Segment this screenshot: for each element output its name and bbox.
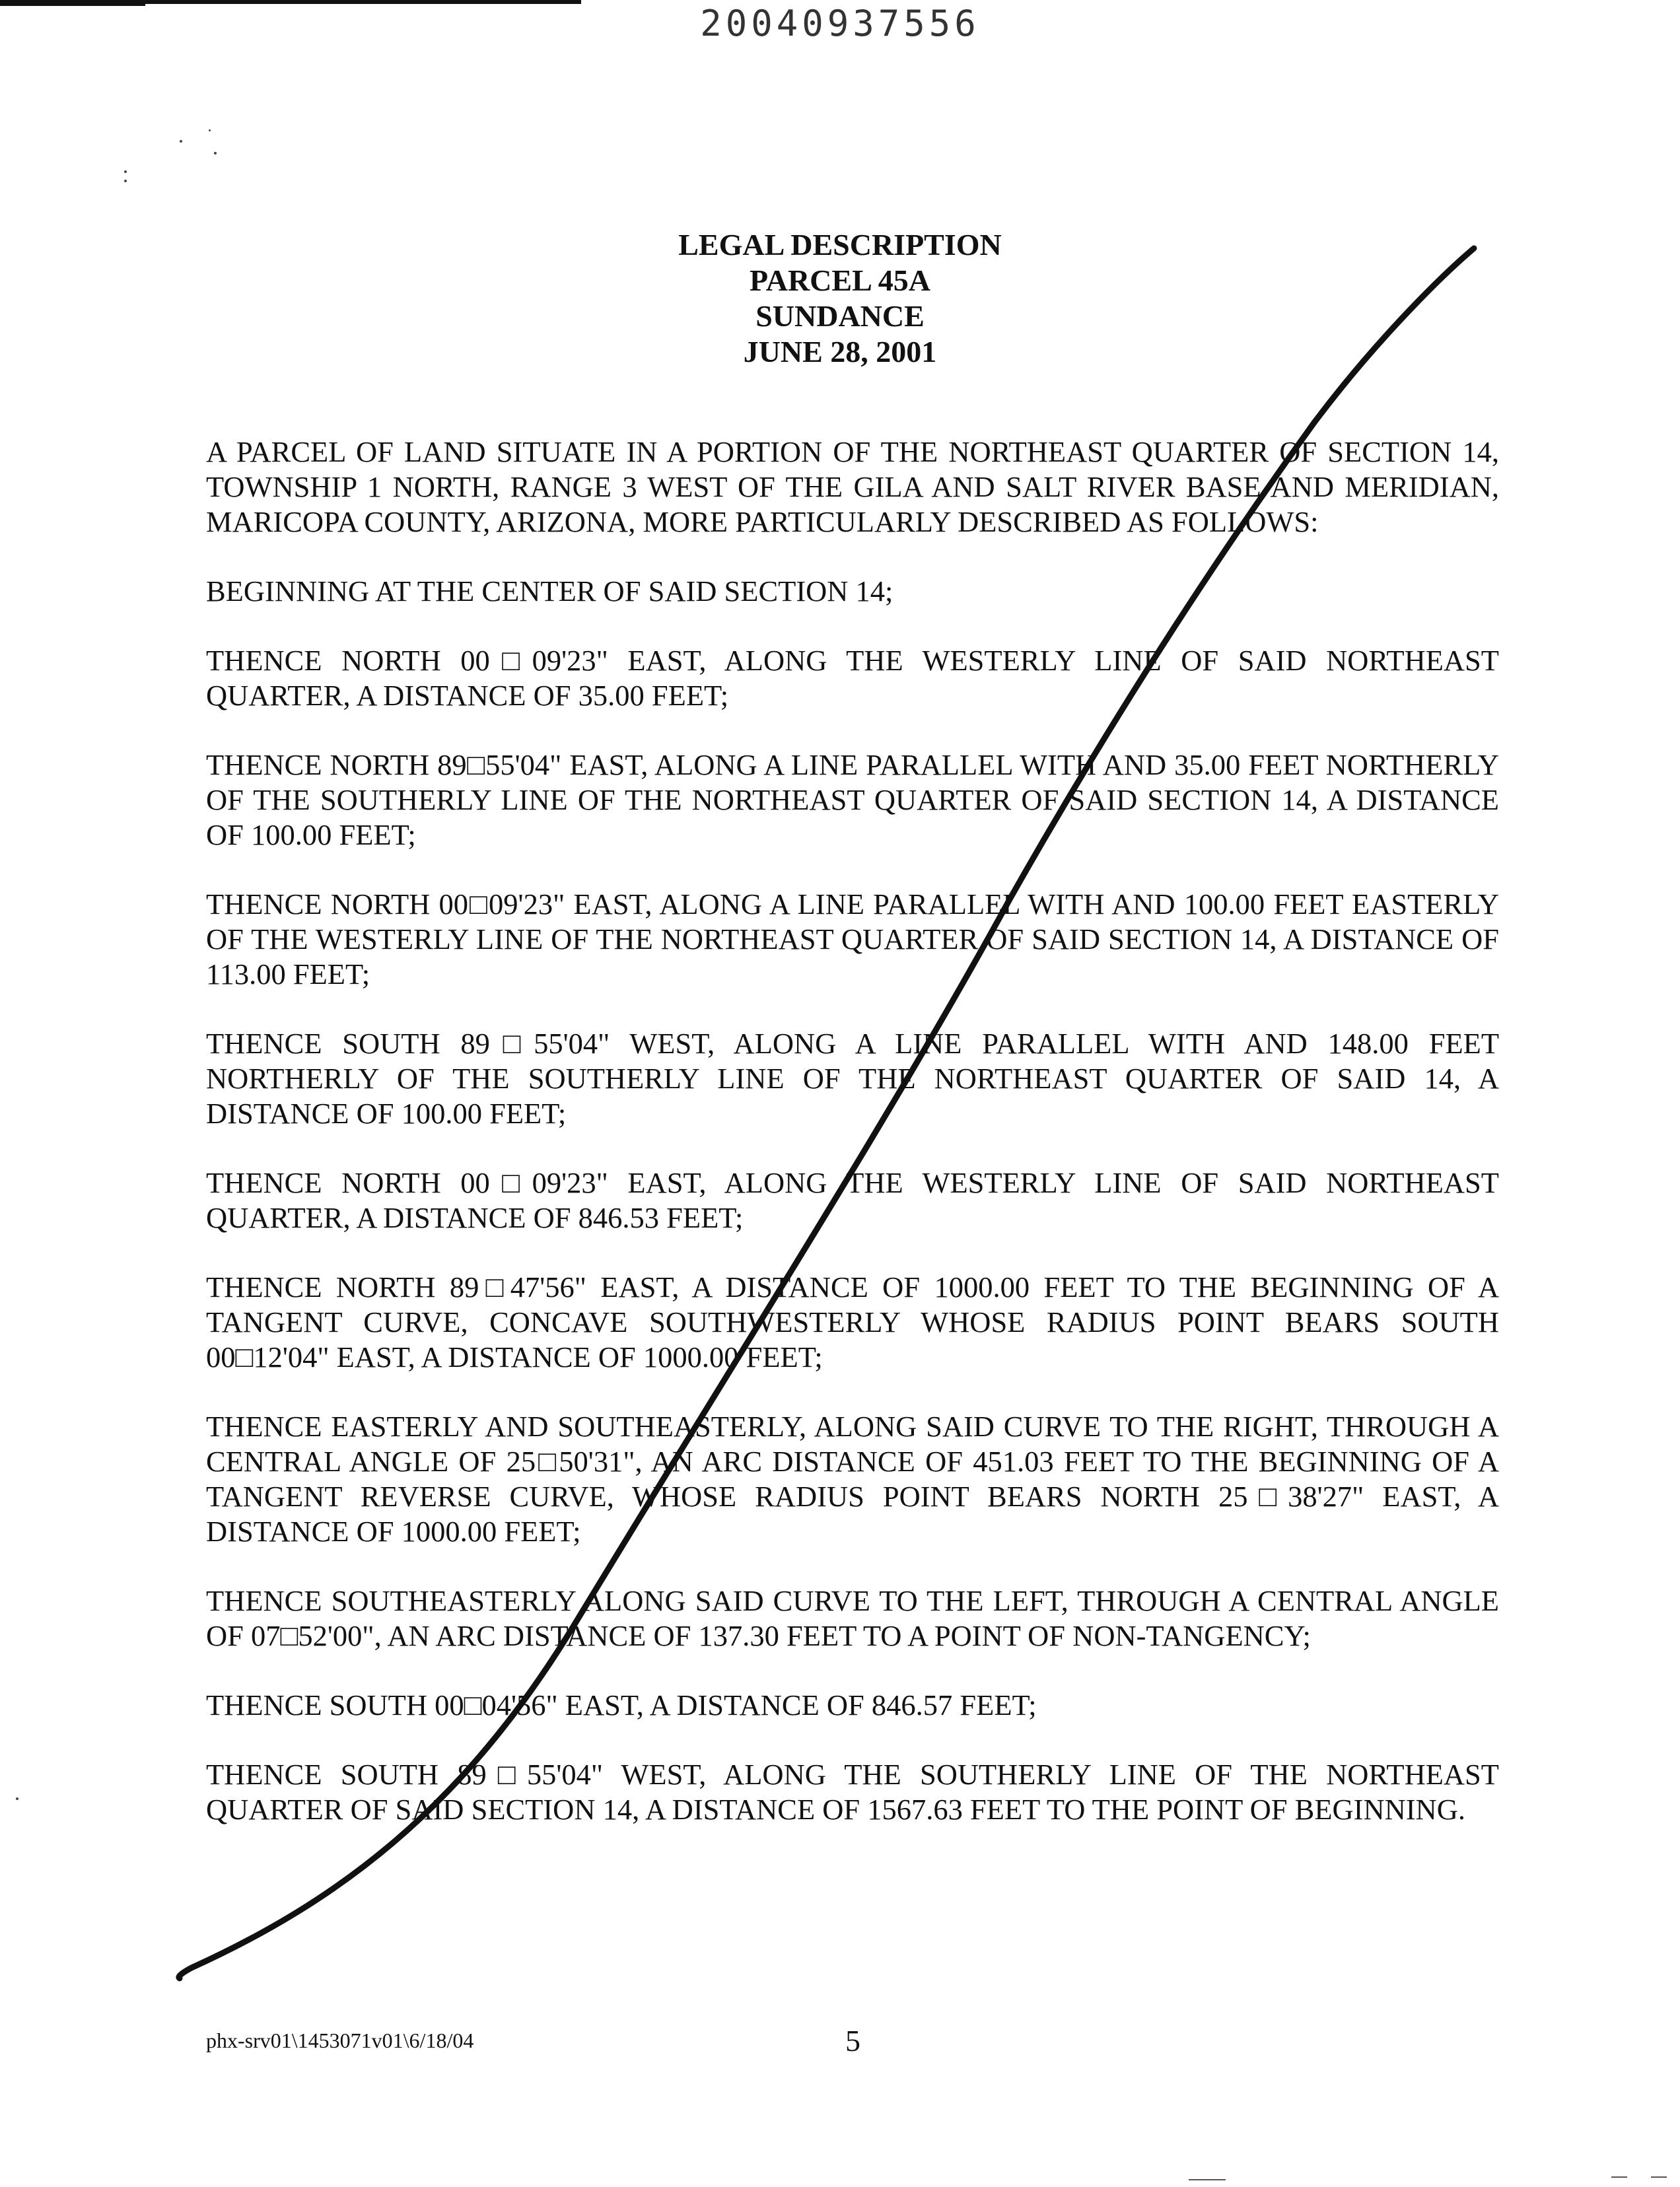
heading-date: JUNE 28, 2001 <box>743 335 937 368</box>
scan-speck <box>180 140 182 143</box>
legal-description-body <box>206 434 1499 1827</box>
paragraph-course: THENCE NORTH 89□47'56" EAST, A DISTANCE OF 1000.00 FEET TO THE BEGINNING OF A TANGENT CURVE, CONCAVE SOUTHWESTERLY WHOSE RADIUS POINT BEARS SOUTH 00□12'04" EAST, A DISTANCE OF 1000.00 FEET; <box>206 1270 1499 1373</box>
paragraph-course: THENCE NORTH 00□09'23" EAST, ALONG THE WESTERLY LINE OF SAID NORTHEAST QUARTER, A DISTANCE OF 35.00 FEET; <box>206 644 1499 712</box>
paragraph-parcel-intro: A PARCEL OF LAND SITUATE IN A PORTION OF THE NORTHEAST QUARTER OF SECTION 14, TOWNSHIP 1 NORTH, RANGE 3 WEST OF THE GILA AND SALT RIVER BASE AND MERIDIAN, MARICOPA COUNTY, ARIZONA, MORE PARTICULARLY DESCRIBED AS FOLLOWS: <box>206 435 1499 538</box>
scan-speck <box>209 129 211 131</box>
paragraph-closing-course: THENCE SOUTH 89□55'04" WEST, ALONG THE SOUTHERLY LINE OF THE NORTHEAST QUARTER OF SAID SECTION 14, A DISTANCE OF 1567.63 FEET TO THE POINT OF BEGINNING. <box>206 1758 1499 1826</box>
recording-number: 20040937556 <box>700 3 980 44</box>
scan-speck <box>124 180 127 182</box>
paragraph-course: THENCE SOUTHEASTERLY ALONG SAID CURVE TO THE LEFT, THROUGH A CENTRAL ANGLE OF 07□52'00", AN ARC DISTANCE OF 137.30 FEET TO A POINT OF NON-TANGENCY; <box>206 1584 1499 1652</box>
footer-file-path: phx-srv01\1453071v01\6/18/04 <box>206 2029 474 2052</box>
document-heading <box>0 227 1680 370</box>
paragraph-point-of-beginning: BEGINNING AT THE CENTER OF SAID SECTION 14; <box>206 574 893 608</box>
scan-speck <box>124 170 127 173</box>
scan-speck <box>214 152 217 155</box>
scan-speck <box>16 1797 18 1800</box>
footer-page-number: 5 <box>845 2024 860 2058</box>
heading-project: SUNDANCE <box>755 299 925 333</box>
paragraph-course: THENCE NORTH 00□09'23" EAST, ALONG A LINE PARALLEL WITH AND 100.00 FEET EASTERLY OF THE WESTERLY LINE OF THE NORTHEAST QUARTER OF SAID SECTION 14, A DISTANCE OF 113.00 FEET; <box>206 887 1499 990</box>
scan-bottom-mark <box>1651 2176 1667 2178</box>
paragraph-course: THENCE NORTH 00□09'23" EAST, ALONG THE WESTERLY LINE OF SAID NORTHEAST QUARTER, A DISTANCE OF 846.53 FEET; <box>206 1166 1499 1234</box>
heading-parcel: PARCEL 45A <box>750 263 930 297</box>
heading-title: LEGAL DESCRIPTION <box>678 228 1002 261</box>
scan-bottom-mark <box>1189 2179 1226 2180</box>
paragraph-course: THENCE SOUTH 00□04'56" EAST, A DISTANCE OF 846.57 FEET; <box>206 1688 1037 1721</box>
paragraph-course: THENCE EASTERLY AND SOUTHEASTERLY, ALONG SAID CURVE TO THE RIGHT, THROUGH A CENTRAL ANGLE OF 25□50'31", AN ARC DISTANCE OF 451.03 FEET TO THE BEGINNING OF A TANGENT REVERSE CURVE, WHOSE RADIUS POINT BEARS NORTH 25□38'27" EAST, A DISTANCE OF 1000.00 FEET; <box>206 1410 1499 1548</box>
paragraph-course: THENCE SOUTH 89□55'04" WEST, ALONG A LINE PARALLEL WITH AND 148.00 FEET NORTHERLY OF THE SOUTHERLY LINE OF THE NORTHEAST QUARTER OF SAID 14, A DISTANCE OF 100.00 FEET; <box>206 1027 1499 1130</box>
paragraph-course: THENCE NORTH 89□55'04" EAST, ALONG A LINE PARALLEL WITH AND 35.00 FEET NORTHERLY OF THE SOUTHERLY LINE OF THE NORTHEAST QUARTER OF SAID SECTION 14, A DISTANCE OF 100.00 FEET; <box>206 748 1499 851</box>
scan-bottom-mark <box>1611 2176 1627 2178</box>
